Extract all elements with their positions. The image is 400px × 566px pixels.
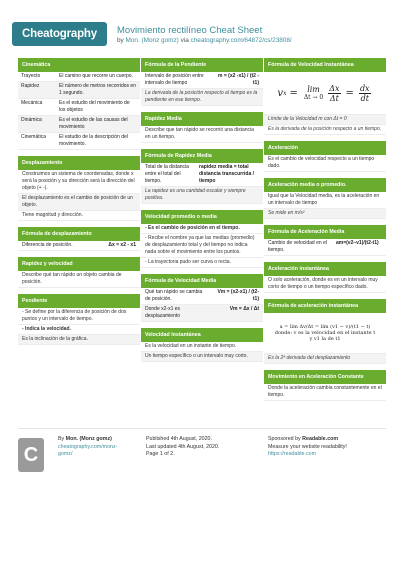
list-item: Límite de la Velocidad m con Δt = 0 <box>264 115 386 125</box>
updated-date: Last updated 4th August, 2020. <box>146 443 220 450</box>
formula-image: v x = lim Δt → 0 $\frac{\Delta x}{\Delta t}$ = $\frac{dx}{dt}$ <box>264 72 386 115</box>
list-item: Un tiempo específico o un intervalo muy corto. <box>141 352 263 362</box>
formula-v: v <box>277 87 284 99</box>
list-item: Es la 2ª derivada del desplazamiento <box>264 354 386 364</box>
list-item: - Recibe el nombre ya que las medias (promedio) de desplazamiento total y del tiempo no indica nada sobre el movimiento entre los puntos. <box>141 234 263 258</box>
formula-acel-media-box <box>264 225 386 256</box>
fraction-2 <box>359 84 371 103</box>
definition: Es el estudio del movimiento de los objetos <box>59 100 130 113</box>
definition: El número de metros recorridos en 1 segundo. <box>59 83 136 96</box>
footer-author-link[interactable]: cheatography.com/monz-gomz/ <box>58 443 118 457</box>
formula: Vm = Δx / Δt <box>229 306 259 312</box>
term: Intervalo de posición entre intervalo de tiempo <box>145 73 204 86</box>
term: Cambio de velocidad en el tiempo. <box>268 240 327 253</box>
table-row <box>141 288 263 305</box>
term: Cinemática <box>21 134 47 140</box>
velocidad-instantanea-box <box>141 328 263 362</box>
desplazamiento-title: Desplazamiento <box>18 156 140 170</box>
column-1 <box>18 58 140 351</box>
list-item: Describe qué tan rápido un objeto cambia de posición. <box>18 271 140 288</box>
term: Mecánica <box>21 100 43 106</box>
list-item: Es la inclinación de la gráfica. <box>18 335 140 345</box>
formula-desplazamiento-box <box>18 227 140 251</box>
list-item: Se mide en m/s² <box>264 209 386 219</box>
lim-sub: Δt → 0 <box>303 94 324 101</box>
list-item: Igual que la Velocidad media, es la aceleración en un intervalo de tiempo <box>264 192 386 209</box>
denominator: Δt <box>329 93 339 103</box>
definition: El estudio de la descripción del movimiento. <box>59 134 128 147</box>
page-title: Movimiento rectilíneo Cheat Sheet <box>117 25 263 36</box>
mov-acel-title: Movimiento en Aceleración Constante <box>264 370 386 384</box>
formula-line: a = lím Δv/Δt = lím (v1 − v)/(t1 − t) <box>279 324 371 330</box>
formula-acel-inst-box <box>264 299 386 364</box>
acel-inst-title: Aceleración instantánea <box>264 262 386 276</box>
author-link[interactable]: Mon. (Monz gomz) <box>125 37 179 44</box>
list-item: Tiene magnitud y dirección. <box>18 211 140 221</box>
sponsor-link[interactable]: https://readable.com <box>268 451 316 457</box>
formula: Vm = (x2-x1) / (t2-t1) <box>217 289 259 302</box>
acel-media-title: Aceleración media o promedio. <box>264 178 386 192</box>
table-row <box>264 239 386 256</box>
byline <box>117 37 392 44</box>
formula-pendiente-title: Fórmula de la Pendiente <box>141 58 263 72</box>
formula-line: donde: v es la velocidad en el instante t <box>274 330 376 336</box>
formula-velocidad-box <box>141 274 263 322</box>
list-item: - Es el cambio de posición en el tiempo. <box>141 224 263 234</box>
table-row <box>18 72 140 82</box>
numerator: dx <box>359 83 370 93</box>
formula: rapidez media = total distancia transcurrida / tiempo <box>199 164 255 184</box>
rapidez-media-box <box>141 112 263 143</box>
page-count: Page 1 of 2. <box>146 451 175 457</box>
byline-via: via <box>180 37 189 44</box>
column-2 <box>141 58 263 368</box>
rapidez-velocidad-title: Rapidez y velocidad <box>18 257 140 271</box>
table-row <box>141 72 263 89</box>
term: Qué tan rápido se cambia de posición. <box>145 289 203 302</box>
sponsor-text: Measure your website readability! <box>268 443 347 450</box>
table-row <box>141 163 263 187</box>
published-date: Published 4th August, 2020. <box>146 436 212 442</box>
mov-acel-box <box>264 370 386 401</box>
term: Trayecto <box>21 73 41 79</box>
pendiente-box <box>18 294 140 345</box>
sponsor-name: Readable.com <box>302 436 339 442</box>
column-3 <box>264 58 386 407</box>
table-row <box>18 116 140 133</box>
formula-acel-media-title: Fórmula de Aceleración Media <box>264 225 386 239</box>
list-item: Es el cambio de velocidad respecto a un tiempo dado. <box>264 155 386 172</box>
rapidez-velocidad-box <box>18 257 140 288</box>
formula-pendiente-box <box>141 58 263 106</box>
term: Total de la distancia entre el total del tiempo. <box>145 164 189 184</box>
footer-divider <box>18 428 386 429</box>
formula-lim <box>304 85 323 101</box>
sheet-url-link[interactable]: cheatography.com/64872/cs/23808/ <box>190 37 292 44</box>
formula-velocidad-title: Fórmula de Velocidad Media <box>141 274 263 288</box>
definition: Es el estudio de las causas del movimiento <box>59 117 128 130</box>
term: Diferencia de posición. <box>22 242 73 248</box>
byline-by: by <box>117 37 124 44</box>
footer <box>0 428 400 566</box>
formula: Δx = x2 - x1 <box>108 242 136 248</box>
table-row <box>18 133 140 150</box>
formula-line: y v1 la de t1 <box>309 336 341 342</box>
aceleracion-box <box>264 141 386 172</box>
formula: m = (x2 -x1) / (t2 - t1) <box>218 73 259 86</box>
term: Rapidez <box>21 83 40 89</box>
header <box>0 0 400 58</box>
formula-vel-inst-box <box>264 58 386 135</box>
list-item: - Indica la velocidad. <box>18 325 140 335</box>
list-item: Describe que tan rápido se recorrió una distancia en un tiempo. <box>141 126 263 143</box>
list-item: O solo aceleración, donde es en un intervalo muy corto de tiempo o un tiempo específico dado. <box>264 276 386 293</box>
list-item: La derivada de la posición respecto al tiempo es la pendiente en ese tiempo. <box>141 89 263 106</box>
footer-by: By <box>58 436 65 442</box>
table-row <box>18 82 140 99</box>
formula-v-sub: x <box>283 89 287 97</box>
cheatography-logo[interactable]: Cheatography <box>12 22 107 46</box>
desplazamiento-box <box>18 156 140 221</box>
formula-rapidez-title: Fórmula de Rapidez Media <box>141 149 263 163</box>
formula-vel-inst-title: Fórmula de Velocidad Instantánea <box>264 58 386 72</box>
table-row <box>141 305 263 322</box>
pendiente-title: Pendiente <box>18 294 140 308</box>
formula-rapidez-box <box>141 149 263 204</box>
footer-author <box>58 436 130 459</box>
term: Dinámica <box>21 117 42 123</box>
list-item: Es la derivada de la posición respecto a un tiempo. <box>264 125 386 135</box>
velocidad-media-box <box>141 210 263 268</box>
rapidez-media-title: Rapidez Media <box>141 112 263 126</box>
cinematica-title: Cinemática <box>18 58 140 72</box>
footer-dates <box>146 436 246 459</box>
formula-acel-inst-title: Fórmula de aceleración instantánea <box>264 299 386 313</box>
list-item: La rapidez es una cantidad escalar y siempre positiva. <box>141 187 263 204</box>
formula-desplazamiento-title: Fórmula de desplazamiento <box>18 227 140 241</box>
list-item: El desplazamiento es el cambio de posición de un objeto. <box>18 194 140 211</box>
aceleracion-title: Aceleración <box>264 141 386 155</box>
lim-text: lim <box>307 85 320 94</box>
table-row <box>18 99 140 116</box>
list-item: - Se define por la diferencia de posición de dos puntos y un intervalo de tiempo. <box>18 308 140 325</box>
numerator: Δx <box>329 83 340 93</box>
fraction-1 <box>328 84 340 103</box>
list-item: Donde la aceleración cambia constantemente en el tiempo. <box>264 384 386 401</box>
velocidad-instantanea-title: Velocidad Instantánea <box>141 328 263 342</box>
term: Donde x2-x1 es desplazamiento <box>145 306 181 319</box>
cheatography-c-logo: C <box>18 438 44 472</box>
formula-image <box>264 313 386 354</box>
denominator: dt <box>360 93 369 103</box>
velocidad-media-title: Velocidad promedio o media <box>141 210 263 224</box>
formula: am=(v2–v1)/(t2-t1) <box>336 240 379 246</box>
list-item: Construimos un sistema de coordenadas, donde x será la posición y su dirección será la dirección del objeto (+ -). <box>18 170 140 194</box>
acel-inst-box <box>264 262 386 293</box>
acel-media-box <box>264 178 386 219</box>
definition: El camino que recorre un cuerpo. <box>59 73 133 79</box>
list-item: Es la velocidad en un instante de tiempo. <box>141 342 263 352</box>
title-block <box>117 25 392 44</box>
list-item: - La trayectoria pudo ser curva o recta. <box>141 258 263 268</box>
cinematica-box <box>18 58 140 150</box>
footer-sponsor <box>268 436 388 459</box>
table-row <box>18 241 140 251</box>
sponsor-prefix: Sponsored by <box>268 436 301 442</box>
footer-author-name: Mon. (Monz gomz) <box>65 436 112 442</box>
